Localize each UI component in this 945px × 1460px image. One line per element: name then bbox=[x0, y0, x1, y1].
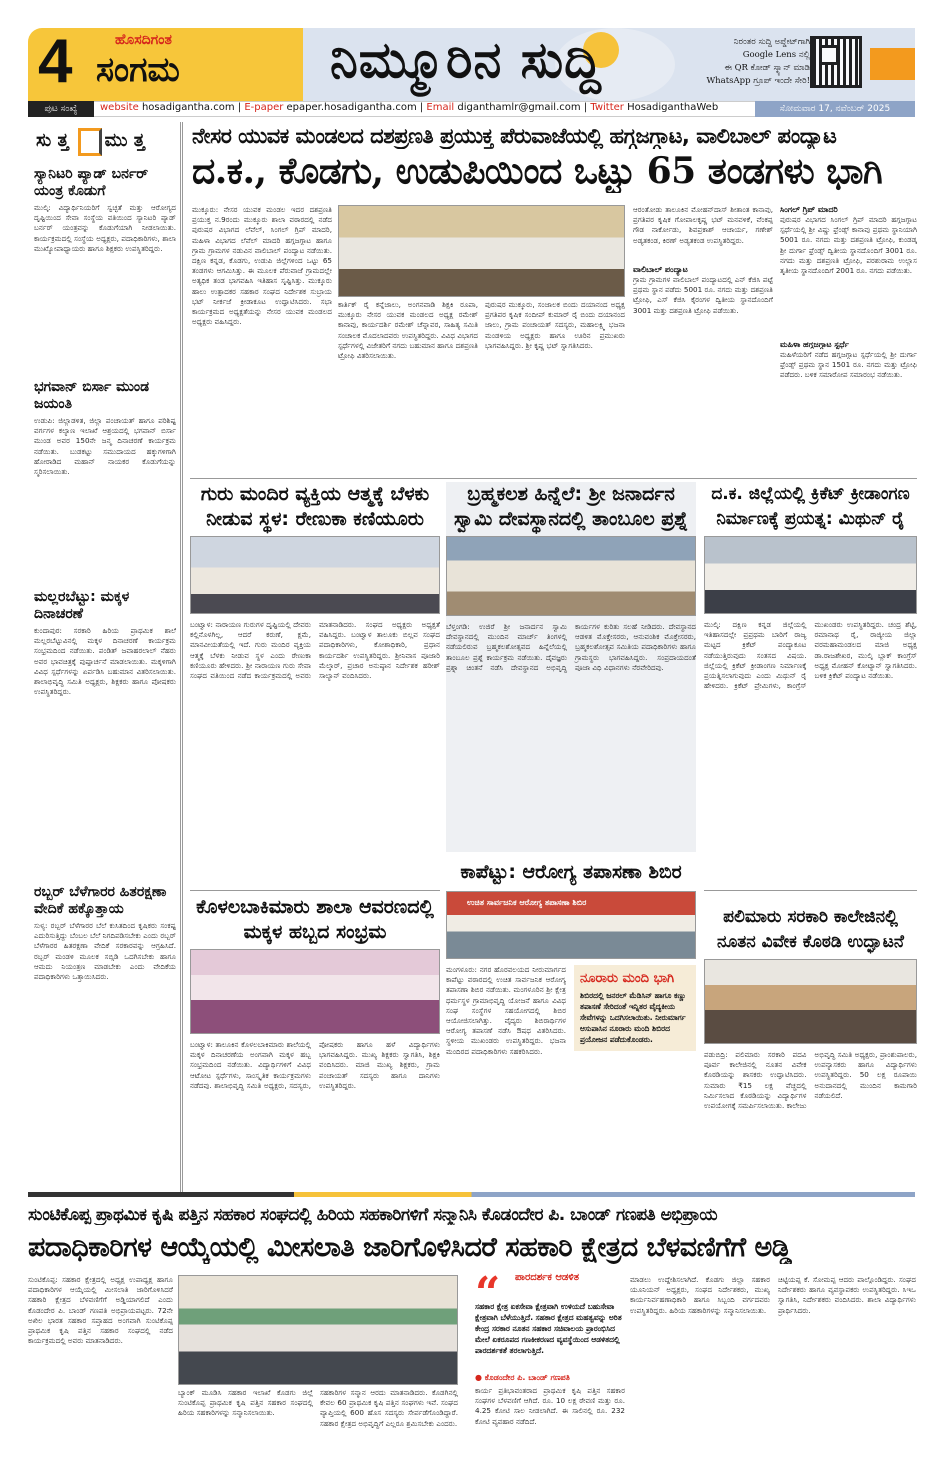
website-link[interactable]: hosadigantha.com bbox=[141, 102, 235, 113]
link-label: Twitter bbox=[590, 102, 624, 113]
story-headline: ರಬ್ಬರ್ ಬೆಳೆಗಾರರ ಹಿತರಕ್ಷಣಾ ವೇದಿಕೆ ಹಕ್ಕೊತ್ತಾಯ bbox=[34, 884, 167, 917]
qr-instructions bbox=[690, 36, 810, 88]
bottom-body: ಚಿಟ್ಟಿಯಪ್ಪ ಕೆ. ಸೋಮಪ್ಪ ಆದರು ಪಾಲ್ಗೊಂಡಿದ್ದರು. ಸಂಘದ ನಿರ್ದೇಶಕರು ಹಾಗೂ ವ್ಯವಸ್ಥಾಪಕರು ಉಪಸ್ಥಿತರಿದ್ದರು. ಸಿಇಒ ಸ್ವಾಗತಿಸಿ, ನಿರ್ದೇಶಕರು ವಂದಿಸಿದರು. ಶಾಲಾ ವಿದ್ಯಾರ್ಥಿಗಳು ಪ್ರಾರ್ಥಿಸಿದರು. bbox=[778, 1275, 916, 1315]
story-headline: ಬ್ರಹ್ಮಕಲಶ ಹಿನ್ನೆಲೆ: ಶ್ರೀ ಜನಾರ್ದನ ಸ್ವಾಮಿ ದೇವಸ್ಥಾನದಲ್ಲಿ ತಾಂಬೂಲ ಪ್ರಶ್ನೆ bbox=[453, 483, 689, 530]
section-title-part: ಮು ತ್ತ bbox=[104, 130, 145, 151]
story-headline: ಸ್ಯಾನಿಟರಿ ಪ್ಯಾಡ್ ಬರ್ನರ್ ಯಂತ್ರ ಕೊಡುಗೆ bbox=[34, 166, 149, 199]
section-divider bbox=[28, 1192, 915, 1197]
story-cricket bbox=[704, 482, 917, 852]
quote-author: ● ಕೊಡಂದೇರ ಪಿ. ಬಾಂಡ್ ಗಣಪತಿ bbox=[475, 1373, 570, 1382]
section-title-part: ಸು ತ್ತ bbox=[36, 130, 69, 151]
story-headline: ಭಗವಾನ್ ಬಿರ್ಸಾ ಮುಂಡ ಜಯಂತಿ bbox=[34, 379, 150, 412]
pull-quote bbox=[475, 1268, 625, 1382]
page-title: ನಿಮ್ಮೂರಿನ ಸುದ್ದಿ bbox=[330, 30, 602, 89]
lead-body: ಮಹಿಳೆಯರಿಗೆ ನಡೆದ ಹಗ್ಗಜಗ್ಗಾಟ ಸ್ಪರ್ಧೆಯಲ್ಲಿ ಶ್ರೀ ದುರ್ಗಾ ಫ್ರೆಂಡ್ಸ್ ಪ್ರಥಮ ಸ್ಥಾನ 1501 ರೂ. ನಗದು ಮತ್ತು ಟ್ರೋಫಿ ಪಡೆದರು. ಬಳಿಕ ಸಮಾರೋಪ ಸಮಾರಂಭ ನಡೆಯಿತು. bbox=[780, 350, 917, 380]
quote-icon: “ bbox=[475, 1268, 501, 1319]
lead-body: ಪುರುಷರ ಮುಕ್ಕೂರು, ಸಂಜಾಲಕ ಬಿಂದು ದಯಾನಂದ ಅಧ್ಯಕ್ಷ ಪ್ರಗತಿಪರ ಕೃಷಿಕ ಸಂದೀಪ್ ಕುಮಾರ್ ರೈ ಬಿಂದು ದಯಾನಂದ ಜಾಲು, ಗ್ರಾಮ ಪಂಚಾಯತ್ ಸದಸ್ಯರು, ಮಹಾಲಕ್ಷ್ಮಿ ಭಜನಾ ಮಂಡಳಿಯ ಅಧ್ಯಕ್ಷರು ಹಾಗೂ ಊರಿನ ಪ್ರಮುಖರು ಭಾಗವಹಿಸಿದ್ದರು. ಶ್ರೀ ಕೃಷ್ಣ ಭಟ್ ಸ್ವಾಗತಿಸಿದರು. bbox=[485, 300, 625, 350]
left-stories bbox=[34, 166, 176, 1166]
photo-caption: ಬ್ಯಾಂಕ್ ಮೂಡಿಸಿ ಸಹಕಾರ ಇಲಾಖೆ ಕೊಡಗು ಜಿಲ್ಲೆ ಸುಂಟಿಕೊಪ್ಪ ಪ್ರಾಥಮಿಕ ಕೃಷಿ ಪತ್ತಿನ ಸಹಕಾರ ಸಂಘದಲ್ಲಿ ಹಿರಿಯ ಸಹಕಾರಿಗಳನ್ನು ಸನ್ಮಾನಿಸಲಾಯಿತು. bbox=[178, 1388, 313, 1418]
quote-text: ಸಹಕಾರ ಕ್ಷೇತ್ರ ಏಕಸೇವಾ ಕ್ಷೇತ್ರವಾಗಿ ಉಳಿಯದೆ ಬಹುಸೇವಾ ಕ್ಷೇತ್ರವಾಗಿ ಬೆಳೆಯುತ್ತಿದೆ. ಸಹಕಾರ ಕ್ಷೇತ್ರದ ಮಹತ್ವವನ್ನು ಅರಿತ ಕೇಂದ್ರ ಸರಕಾರ ನೂತನ ಸಹಕಾರ ಸಚಿವಾಲಯ ಪ್ರಾರಂಭಿಸಿದ ಮೇಲೆ ಏಕರೂಪದ ಗಣಕೀಕರಣದ ವ್ಯವಸ್ಥೆಯಿಂದ ಆಡಳಿತದಲ್ಲಿ ಪಾರದರ್ಶಕತೆ ತರಲಾಗುತ್ತಿದೆ. bbox=[475, 1302, 622, 1355]
page-number: 4 bbox=[38, 27, 73, 96]
story-brahmakalasha bbox=[446, 482, 696, 852]
lead-body: ಕಾರ್ತಿಕ್ ರೈ ಕನ್ನೆಜಾಲು, ಅಂಗನವಾಡಿ ಶಿಕ್ಷಕಿ ರೂಪಾ, ಮುಕ್ಕೂರು ನೇಸರ ಯುವಕ ಮಂಡಲದ ಅಧ್ಯಕ್ಷ ರಮೇಶ್ ಕಾನಾವು, ಕಾರ್ಯದರ್ಶಿ ರಮೇಶ್ ಚೆನ್ನಾವರ, ಸಾಹಿತ್ಯ ಸಮಿತಿ ಸಂಚಾಲಕ ಮೊದಲಾದವರು ಉಪಸ್ಥಿತರಿದ್ದರು. ವಿವಿಧ ವಿಭಾಗದ ಸ್ಪರ್ಧೆಗಳಲ್ಲಿ ವಿಜೇತರಿಗೆ ನಗದು ಬಹುಮಾನ ಹಾಗೂ ದಶಪ್ರಣತಿ ಟ್ರೋಫಿ ವಿತರಿಸಲಾಯಿತು. bbox=[338, 300, 478, 361]
story-body: ಮಂಗಳೂರು: ನಗರ ಹೊರವಲಯದ ನೀರುಮಾರ್ಗದ ಕಾಪೆಟ್ಟು ವಠಾರದಲ್ಲಿ ಉಚಿತ ಸಾರ್ವಜನಿಕ ಆರೋಗ್ಯ ತಪಾಸಣಾ ಶಿಬಿರ ನಡೆಯಿತು. ಮಂಗಳೂರಿನ ಶ್ರೀ ಕ್ಷೇತ್ರ ಧರ್ಮಸ್ಥಳ ಗ್ರಾಮಾಭಿವೃದ್ಧಿ ಯೋಜನೆ ಹಾಗೂ ವಿವಿಧ ಸಂಘ ಸಂಸ್ಥೆಗಳ ಸಹಯೋಗದಲ್ಲಿ ಶಿಬಿರ ಆಯೋಜಿಸಲಾಗಿತ್ತು. ವೈದ್ಯರು ಶಿಬಿರಾರ್ಥಿಗಳ ಆರೋಗ್ಯ ತಪಾಸಣೆ ನಡೆಸಿ ಔಷಧ ವಿತರಿಸಿದರು. ಸ್ಥಳೀಯ ಮುಖಂಡರು ಉಪಸ್ಥಿತರಿದ್ದರು. ಭಜನಾ ಮಂದಿರದ ಪದಾಧಿಕಾರಿಗಳು ಸಹಕರಿಸಿದರು. bbox=[446, 965, 566, 1056]
photo-banner-text: ಉಚಿತ ಸಾರ್ವಜನಿಕ ಆರೋಗ್ಯ ತಪಾಸಣಾ ಶಿಬಿರ bbox=[467, 898, 587, 907]
quote-title: ಪಾರದರ್ಶಕ ಆಡಳಿತ bbox=[515, 1272, 580, 1283]
story-photo bbox=[190, 536, 440, 614]
story-photo bbox=[446, 891, 696, 959]
info-box bbox=[574, 965, 696, 1051]
lead-subhead: ವಾಲಿಬಾಲ್ ಪಂದ್ಯಾಟ bbox=[633, 265, 688, 274]
story-headline: ಕಾಪೆಟ್ಟು: ಆರೋಗ್ಯ ತಪಾಸಣಾ ಶಿಬಿರ bbox=[460, 861, 682, 883]
qr-line: WhatsApp ಗ್ರೂಪ್ ಇಂದೇ ಸೇರಿ! bbox=[706, 76, 810, 86]
story-headline: ಕೊಳಲಬಾಕಿಮಾರು ಶಾಲಾ ಆವರಣದಲ್ಲಿ ಮಕ್ಕಳ ಹಬ್ಬದ ಸಂಭ್ರಮ bbox=[196, 896, 434, 943]
accent-block bbox=[870, 48, 915, 80]
info-box-title: ನೂರಾರು ಮಂದಿ ಭಾಗಿ bbox=[580, 971, 675, 986]
link-label: Email bbox=[426, 102, 455, 113]
lead-column bbox=[780, 205, 917, 473]
story-headline: ಗುರು ಮಂದಿರ ವ್ಯಕ್ತಿಯ ಆತ್ಮಕ್ಕೆ ಬೆಳಕು ನೀಡುವ ಸ್ಥಳ: ರೇಣುಕಾ ಕಣಿಯೂರು bbox=[200, 483, 430, 530]
lead-column bbox=[633, 205, 773, 473]
link-label: E-paper bbox=[244, 102, 284, 113]
link-label: website bbox=[100, 102, 139, 113]
story-kolalabakimaru bbox=[190, 895, 440, 1190]
qr-line: ಈ QR ಕೋಡ್ ಸ್ಕ್ಯಾನ್ ಮಾಡಿ bbox=[724, 63, 810, 73]
story-photo bbox=[704, 959, 917, 1044]
supplement-name: ಸಂಗಮ bbox=[96, 50, 180, 90]
story-body: ಮುಲ್ಕಿ: ವಿದ್ಯಾರ್ಥಿನಿಯರಿಗೆ ಸ್ವಚ್ಛತೆ ಮತ್ತು ಆರೋಗ್ಯದ ದೃಷ್ಟಿಯಿಂದ ಸೇವಾ ಸಂಸ್ಥೆಯ ವತಿಯಿಂದ ಸ್ಯಾನಿಟರಿ ಪ್ಯಾಡ್ ಬರ್ನರ್ ಯಂತ್ರವನ್ನು ಕೊಡುಗೆಯಾಗಿ ನೀಡಲಾಯಿತು. ಕಾರ್ಯಕ್ರಮದಲ್ಲಿ ಸಂಸ್ಥೆಯ ಅಧ್ಯಕ್ಷರು, ಪದಾಧಿಕಾರಿಗಳು, ಶಾಲಾ ಮುಖ್ಯೋಪಾಧ್ಯಾಯರು ಹಾಗೂ ಶಿಕ್ಷಕರು ಉಪಸ್ಥಿತರಿದ್ದರು. bbox=[34, 203, 176, 253]
lead-body: ಗ್ರಾಮ ಗ್ರಾಮಗಳ ವಾಲಿಬಾಲ್ ಪಂದ್ಯಾಟದಲ್ಲಿ ಎನ್ ಕೆಜಿಸಿ ಪಟ್ಟೆ ಪ್ರಥಮ ಸ್ಥಾನ ಪಡೆದು 5001 ರೂ. ನಗದು ಮತ್ತು ದಶಪ್ರಣತಿ ಟ್ರೋಫಿ, ಎಸ್ ಕೆಜಿಸಿ ಕೈರಂಗಳ ದ್ವಿತೀಯ ಸ್ಥಾನದೊಂದಿಗೆ 3001 ಮತ್ತು ದಶಪ್ರಣತಿ ಟ್ರೋಫಿ ಪಡೆಯಿತು. bbox=[633, 275, 773, 315]
story-photo bbox=[446, 536, 696, 616]
divider bbox=[704, 890, 917, 891]
story-body: ಮುಲ್ಕಿ: ದಕ್ಷಿಣ ಕನ್ನಡ ಜಿಲ್ಲೆಯಲ್ಲಿ ಇತಿಹಾಸದಲ್ಲೇ ಪ್ರಪ್ರಥಮ ಬಾರಿಗೆ ರಾಜ್ಯ ಮಟ್ಟದ ಕ್ರಿಕೆಟ್ ಪಂದ್ಯಾಕೂಟ ನಡೆಯುತ್ತಿರುವುದು ಸಂತಸದ ವಿಷಯ. ಜಿಲ್ಲೆಯಲ್ಲಿ ಕ್ರಿಕೆಟ್ ಕ್ರೀಡಾಂಗಣ ನಿರ್ಮಾಣಕ್ಕೆ ಪ್ರಯತ್ನಿಸಲಾಗುವುದು ಎಂದು ಮಿಥುನ್ ರೈ ಹೇಳಿದರು. ಕ್ರಿಕೆಟ್ ಪ್ರೇಮಿಗಳು, ಕಾಂಗ್ರೆಸ್ ಮುಖಂಡರು ಉಪಸ್ಥಿತರಿದ್ದರು. ಚಂದ್ರ ಶೆಟ್ಟಿ, ರಮಾನಾಥ ರೈ, ರಾಜ್ಯೀಯ ಜಿಲ್ಲಾ ವರಮಹಾಮಂಡಲದ ಮಾಜಿ ಅಧ್ಯಕ್ಷ ಡಾ.ರಾಜಶೇಖರ, ಮುಲ್ಕಿ ಬ್ಲಾಕ್ ಕಾಂಗ್ರೆಸ್ ಅಧ್ಯಕ್ಷ ಮೋಹನ್ ಕೋಟ್ಯಾನ್ ಸ್ವಾಗತಿಸಿದರು. ಬಳಿಕ ಕ್ರಿಕೆಟ್ ಪಂದ್ಯಾಟ ನಡೆಯಿತು. bbox=[704, 620, 917, 691]
story-headline: ಪಲಿಮಾರು ಸರಕಾರಿ ಕಾಲೇಜಿನಲ್ಲಿ ನೂತನ ವಿವೇಕ ಕೊಠಡಿ ಉದ್ಘಾಟನೆ bbox=[717, 907, 904, 952]
lead-headline: ದ.ಕ., ಕೊಡಗು, ಉಡುಪಿಯಿಂದ ಒಟ್ಟು 65 ತಂಡಗಳು ಭಾಗಿ bbox=[192, 150, 883, 192]
story-headline: ಮಲ್ಲರಬೆಟ್ಟು: ಮಕ್ಕಳ ದಿನಾಚರಣೆ bbox=[34, 589, 130, 622]
page-label: ಪುಟ ಸಂಖ್ಯೆ bbox=[28, 101, 94, 117]
story-palimaru bbox=[704, 905, 917, 1190]
bottom-body: ಮಾಡಲು ಉದ್ದೇಶಿಸಲಾಗಿದೆ. ಕೊಡಗು ಜಿಲ್ಲಾ ಸಹಕಾರ ಯೂನಿಯನ್ ಅಧ್ಯಕ್ಷರು, ಸಂಘದ ನಿರ್ದೇಶಕರು, ಮುಖ್ಯ ಕಾರ್ಯನಿರ್ವಹಣಾಧಿಕಾರಿ ಹಾಗೂ ಸಿಬ್ಬಂದಿ ವರ್ಗದವರು ಉಪಸ್ಥಿತರಿದ್ದರು. ಹಿರಿಯ ಸಹಕಾರಿಗಳನ್ನು ಸನ್ಮಾನಿಸಲಾಯಿತು. bbox=[630, 1275, 770, 1315]
story-body: ಬಂಟ್ವಾಳ: ನಾರಾಯಣ ಗುರುಗಳ ದೃಷ್ಟಿಯಲ್ಲಿ ದೇವರು ಕಲ್ಲಿನೊಳಗಿಲ್ಲ, ಆದರೆ ಕರುಣೆ, ಕ್ಷಮೆ, ಮಾನವೀಯತೆಯಲ್ಲಿ ಇದೆ. ಗುರು ಮಂದಿರ ವ್ಯಕ್ತಿಯ ಆತ್ಮಕ್ಕೆ ಬೆಳಕು ನೀಡುವ ಸ್ಥಳ ಎಂದು ರೇಣುಕಾ ಕಣಿಯೂರು ಹೇಳಿದರು. ಶ್ರೀ ನಾರಾಯಣ ಗುರು ಸೇವಾ ಸಂಘದ ವತಿಯಿಂದ ನಡೆದ ಕಾರ್ಯಕ್ರಮದಲ್ಲಿ ಅವರು ಮಾತನಾಡಿದರು. ಸಂಘದ ಅಧ್ಯಕ್ಷರು ಅಧ್ಯಕ್ಷತೆ ವಹಿಸಿದ್ದರು. ಬಂಟ್ವಾಳ ತಾಲೂಕು ಬಿಲ್ಲವ ಸಂಘದ ಪದಾಧಿಕಾರಿಗಳು, ಕೋಶಾಧಿಕಾರಿ, ಪ್ರಧಾನ ಕಾರ್ಯದರ್ಶಿ ಉಪಸ್ಥಿತರಿದ್ದರು. ಶ್ರೀನಿವಾಸ ಪೂಜಾರಿ ಮೆಲ್ಕಾರ್, ಪ್ರಚಾರ ಅನುಷ್ಠಾನ ನಿರ್ದೇಶಕ ಹರೀಶ್ ಸಾಲ್ಯಾನ್ ವಂದಿಸಿದರು. bbox=[190, 620, 440, 681]
story-headline: ದ.ಕ. ಜಿಲ್ಲೆಯಲ್ಲಿ ಕ್ರಿಕೆಟ್ ಕ್ರೀಡಾಂಗಣ ನಿರ್ಮಾಣಕ್ಕೆ ಪ್ರಯತ್ನ: ಮಿಥುನ್ ರೈ bbox=[711, 484, 910, 529]
epaper-link[interactable]: epaper.hosadigantha.com bbox=[286, 102, 417, 113]
bottom-body: ಕಾರ್ಯ ಪ್ರತಿಭಾವಂತರಾದ ಪ್ರಾಥಮಿಕ ಕೃಷಿ ಪತ್ತಿನ ಸಹಕಾರ ಸಂಘಗಳ ಬೆಳವಣಿಗೆ ಆಗಿದೆ. ರೂ. 10 ಲಕ್ಷ ಠೇವಣಿ ಮತ್ತು ರೂ. 4.25 ಕೋಟಿ ಸಾಲ ನೀಡಲಾಗಿದೆ. ಈ ಸಾಲಿನಲ್ಲಿ ರೂ. 232 ಕೋಟಿ ವ್ಯವಹಾರ ನಡೆದಿದೆ. bbox=[475, 1386, 625, 1426]
story-kapettu bbox=[446, 860, 696, 1190]
door-icon bbox=[78, 128, 102, 156]
qr-code-icon[interactable] bbox=[810, 36, 862, 88]
lead-body: ಪುರುಷರ ವಿಭಾಗದ ಸಿಂಗಲ್ ಗ್ರಿಪ್ ಮಾದರಿ ಹಗ್ಗಜಗ್ಗಾಟ ಸ್ಪರ್ಧೆಯಲ್ಲಿ ಶ್ರೀ ವಿಷ್ಣು ಫ್ರೆಂಡ್ಸ್ ಕಾನಾವು ಪ್ರಥಮ ಸ್ಥಾನಿಯಾಗಿ 5001 ರೂ. ನಗದು ಮತ್ತು ದಶಪ್ರಣತಿ ಟ್ರೋಫಿ, ಕುಂಡಡ್ಕ ಶ್ರೀ ದುರ್ಗಾ ಫ್ರೆಂಡ್ಸ್ ದ್ವಿತೀಯ ಸ್ಥಾನದೊಂದಿಗೆ 3001 ರೂ. ನಗದು ಮತ್ತು ದಶಪ್ರಣತಿ ಟ್ರೋಫಿ, ಪರಶುರಾಮ ಉಲ್ಲಾಸ ತೃತೀಯ ಸ್ಥಾನದೊಂದಿಗೆ 2001 ರೂ. ನಗದು ಪಡೆಯಿತು. bbox=[780, 215, 917, 276]
bottom-headline: ಪದಾಧಿಕಾರಿಗಳ ಆಯ್ಕೆಯಲ್ಲಿ ಮೀಸಲಾತಿ ಜಾರಿಗೊಳಿಸಿದರೆ ಸಹಕಾರಿ ಕ್ಷೇತ್ರದ ಬೆಳವಣಿಗೆಗೆ ಅಡ್ಡಿ bbox=[28, 1232, 792, 1263]
publisher-logo: ಹೊಸದಿಗಂತ bbox=[115, 32, 172, 48]
story-photo bbox=[704, 536, 917, 614]
bottom-body: ಸುಂಟಿಕೊಪ್ಪ: ಸಹಕಾರ ಕ್ಷೇತ್ರದಲ್ಲಿ ಅಧ್ಯಕ್ಷ ಉಪಾಧ್ಯಕ್ಷ ಹಾಗೂ ಪದಾಧಿಕಾರಿಗಳ ಆಯ್ಕೆಯಲ್ಲಿ ಮೀಸಲಾತಿ ಜಾರಿಗೊಳಿಸಿದರೆ ಸಹಕಾರಿ ಕ್ಷೇತ್ರದ ಬೆಳವಣಿಗೆಗೆ ಅಡ್ಡಿಯಾಗಲಿದೆ ಎಂದು ಕೊಡಂದೇರ ಪಿ. ಬಾಂಡ್ ಗಣಪತಿ ಅಭಿಪ್ರಾಯಪಟ್ಟರು. 72ನೇ ಅಖಿಲ ಭಾರತ ಸಹಕಾರ ಸಪ್ತಾಹದ ಅಂಗವಾಗಿ ಸುಂಟಿಕೊಪ್ಪ ಪ್ರಾಥಮಿಕ ಕೃಷಿ ಪತ್ತಿನ ಸಹಕಾರ ಸಂಘದಲ್ಲಿ ನಡೆದ ಕಾರ್ಯಕ್ರಮದಲ್ಲಿ ಅವರು ಮಾತನಾಡಿದರು. bbox=[28, 1275, 173, 1346]
contact-links: website hosadigantha.com | E-paper epaper.hosadigantha.com | Email diganthamlr@gmail.com | Twitter HosadiganthaWeb bbox=[100, 102, 719, 113]
story-body: ಉಡುಪಿ: ಜಿಲ್ಲಾಡಳಿತ, ಜಿಲ್ಲಾ ಪಂಚಾಯತ್ ಹಾಗೂ ಪರಿಶಿಷ್ಟ ವರ್ಗಗಳ ಕಲ್ಯಾಣ ಇಲಾಖೆ ಆಶ್ರಯದಲ್ಲಿ ಭಗವಾನ್ ಬಿರ್ಸಾ ಮುಂಡ ಅವರ 150ನೇ ಜನ್ಮ ದಿನಾಚರಣೆ ಕಾರ್ಯಕ್ರಮ ನಡೆಯಿತು. ಬುಡಕಟ್ಟು ಸಮುದಾಯದ ಹಕ್ಕುಗಳಿಗಾಗಿ ಹೋರಾಡಿದ ಮಹಾನ್ ನಾಯಕರ ಕೊಡುಗೆಯನ್ನು ಸ್ಮರಿಸಲಾಯಿತು. bbox=[34, 416, 176, 477]
lead-body: ಆರಂತೋಡು ತಾಲೂಕಿನ ಮೋಹನ್‌ದಾಸ್ ಶೀತಾಂತ ಕಾನಾವು, ಪ್ರಗತಿಪರ ಕೃಷಿಕ ಗೋಪಾಲಕೃಷ್ಣ ಭಟ್ ಮನವಳಿಕೆ, ವೆಂಕಪ್ಪ ಗೌಡ ನಾರ್ಕೋಡು, ಶಿವಪ್ರಕಾಶ್ ಆಚಾರ್ಯ, ಗಣೇಶ್ ಅಡ್ಯತಕಂಡ, ಕಿರಣ್ ಅಡ್ಯತಕಂಡ ಉಪಸ್ಥಿತರಿದ್ದರು. bbox=[633, 205, 773, 245]
lead-subhead: ಮಹಿಳಾ ಹಗ್ಗಜಗ್ಗಾಟ ಸ್ಪರ್ಧೆ bbox=[780, 340, 849, 349]
qr-line: Google Lens ನಲ್ಲಿ bbox=[742, 50, 810, 60]
bottom-kicker: ಸುಂಟಿಕೊಪ್ಪ ಪ್ರಾಥಮಿಕ ಕೃಷಿ ಪತ್ತಿನ ಸಹಕಾರ ಸಂಘದಲ್ಲಿ ಹಿರಿಯ ಸಹಕಾರಿಗಳಿಗೆ ಸನ್ಮಾನಿಸಿ ಕೊಡಂದೇರ ಪಿ. ಬಾಂಡ್ ಗಣಪತಿ ಅಭಿಪ್ರಾಯ bbox=[28, 1205, 718, 1225]
story-body: ಬೆಳ್ತಂಗಡಿ: ಉಜಿರೆ ಶ್ರೀ ಜನಾರ್ದನ ಸ್ವಾಮಿ ದೇವಸ್ಥಾನದಲ್ಲಿ ಮುಂದಿನ ಮಾರ್ಚ್ ತಿಂಗಳಲ್ಲಿ ನಡೆಯಲಿರುವ ಬ್ರಹ್ಮಕಲಶೋತ್ಸವದ ಹಿನ್ನೆಲೆಯಲ್ಲಿ ತಾಂಬೂಲ ಪ್ರಶ್ನೆ ಕಾರ್ಯಕ್ರಮ ನಡೆಯಿತು. ದೈವಜ್ಞರು ಪ್ರಶ್ನಾ ಚಿಂತನೆ ನಡೆಸಿ ದೇವಸ್ಥಾನದ ಅಭಿವೃದ್ಧಿ ಕಾರ್ಯಗಳ ಕುರಿತು ಸಲಹೆ ನೀಡಿದರು. ದೇವಸ್ಥಾನದ ಆಡಳಿತ ಮೊಕ್ತೇಸರರು, ಆನುವಂಶಿಕ ಮೊಕ್ತೇಸರರು, ಬ್ರಹ್ಮಕಲಶೋತ್ಸವ ಸಮಿತಿಯ ಪದಾಧಿಕಾರಿಗಳು ಹಾಗೂ ಗ್ರಾಮಸ್ಥರು ಭಾಗವಹಿಸಿದ್ದರು. ಸಂಪ್ರದಾಯದಂತೆ ಪೂಜಾ ವಿಧಿ ವಿಧಾನಗಳು ನೆರವೇರಿದವು. bbox=[446, 622, 696, 672]
bottom-body: ಸಹಕಾರಿಗಳ ಸನ್ಮಾನ ಆರದು ಮಾತನಾಡಿದರು. ಕೊಡಗಿನಲ್ಲಿ ಕೇವಲ 60 ಪ್ರಾಥಮಿಕ ಕೃಷಿ ಪತ್ತಿನ ಸಂಘಗಳು ಇವೆ. ಸಂಘದ ವ್ಯಾಪ್ತಿಯಲ್ಲಿ 600 ಹೊಸ ಸದಸ್ಯರು ಸೇರ್ಪಡೆಗೊಂಡಿದ್ದಾರೆ. ಸಹಕಾರ ಕ್ಷೇತ್ರದ ಅಭಿವೃದ್ಧಿಗೆ ಎಲ್ಲರೂ ಶ್ರಮಿಸಬೇಕು ಎಂದರು. bbox=[320, 1388, 458, 1428]
story-body: ಕುಂದಾಪುರ: ಸರಕಾರಿ ಹಿರಿಯ ಪ್ರಾಥಮಿಕ ಶಾಲೆ ಮಲ್ಲರಬೆಟ್ಟುವಿನಲ್ಲಿ ಮಕ್ಕಳ ದಿನಾಚರಣೆ ಕಾರ್ಯಕ್ರಮ ಸಂಭ್ರಮದಿಂದ ನಡೆಯಿತು. ಪಂಡಿತ್ ಜವಾಹರಲಾಲ್ ನೆಹರು ಅವರ ಭಾವಚಿತ್ರಕ್ಕೆ ಪುಷ್ಪಾರ್ಚನೆ ಮಾಡಲಾಯಿತು. ಮಕ್ಕಳಿಗಾಗಿ ವಿವಿಧ ಸ್ಪರ್ಧೆಗಳನ್ನು ಏರ್ಪಡಿಸಿ ಬಹುಮಾನ ವಿತರಿಸಲಾಯಿತು. ಶಾಲಾಭಿವೃದ್ಧಿ ಸಮಿತಿ ಅಧ್ಯಕ್ಷರು, ಶಿಕ್ಷಕರು ಹಾಗೂ ಪೋಷಕರು ಉಪಸ್ಥಿತರಿದ್ದರು. bbox=[34, 626, 176, 697]
lead-photo bbox=[338, 205, 625, 297]
story-photo bbox=[190, 949, 440, 1034]
quote-author-name: ಕೊಡಂದೇರ ಪಿ. ಬಾಂಡ್ ಗಣಪತಿ bbox=[484, 1373, 570, 1382]
info-box-text: ಶಿಬಿರದಲ್ಲಿ ಜನರಲ್ ಮೆಡಿಸಿನ್ ಹಾಗೂ ಕಣ್ಣು ತಪಾಸಣೆ ಸೇರಿದಂತೆ ಇನ್ನಿತರ ವೈದ್ಯಕೀಯ ಸೇವೆಗಳನ್ನು ಒದಗಿಸಲಾಯಿತು. ನೀರುಮಾರ್ಗ ಆಸುಪಾಸಿನ ನೂರಾರು ಮಂದಿ ಶಿಬಿರದ ಪ್ರಯೋಜನ ಪಡೆದುಕೊಂಡರು. bbox=[580, 991, 687, 1044]
divider bbox=[190, 890, 440, 891]
qr-line: ನಿರಂತರ ಸುದ್ದಿ ಅಪ್ಡೇಟ್‌ಗಾಗಿ bbox=[733, 37, 810, 47]
issue-date: ಸೋಮವಾರ 17, ನವೆಂಬರ್ 2025 bbox=[755, 101, 915, 117]
email-link[interactable]: diganthamlr@gmail.com bbox=[457, 102, 581, 113]
story-body: ಬಂಟ್ವಾಳ: ತಾಲೂಕಿನ ಕೊಳಲಬಾಕಿಮಾರು ಶಾಲೆಯಲ್ಲಿ ಮಕ್ಕಳ ದಿನಾಚರಣೆಯ ಅಂಗವಾಗಿ ಮಕ್ಕಳ ಹಬ್ಬ ಸಂಭ್ರಮದಿಂದ ನಡೆಯಿತು. ವಿದ್ಯಾರ್ಥಿಗಳಿಗೆ ವಿವಿಧ ಆಟೋಟ ಸ್ಪರ್ಧೆಗಳು, ಸಾಂಸ್ಕೃತಿಕ ಕಾರ್ಯಕ್ರಮಗಳು ನಡೆದವು. ಶಾಲಾಭಿವೃದ್ಧಿ ಸಮಿತಿ ಅಧ್ಯಕ್ಷರು, ಸದಸ್ಯರು, ಪೋಷಕರು ಹಾಗೂ ಹಳೆ ವಿದ್ಯಾರ್ಥಿಗಳು ಭಾಗವಹಿಸಿದ್ದರು. ಮುಖ್ಯ ಶಿಕ್ಷಕರು ಸ್ವಾಗತಿಸಿ, ಶಿಕ್ಷಕಿ ವಂದಿಸಿದರು. ಮಾಜಿ ಮುಖ್ಯ ಶಿಕ್ಷಕರು, ಗ್ರಾಮ ಪಂಚಾಯತ್ ಸದಸ್ಯರು ಹಾಗೂ ದಾನಿಗಳು ಉಪಸ್ಥಿತರಿದ್ದರು. bbox=[190, 1040, 440, 1090]
twitter-link[interactable]: HosadiganthaWeb bbox=[627, 102, 719, 113]
divider bbox=[190, 478, 917, 479]
bottom-photo bbox=[178, 1275, 458, 1385]
story-body: ಸುಳ್ಯ: ರಬ್ಬರ್ ಬೆಳೆಗಾರರ ಬೆಲೆ ಕುಸಿತದಿಂದ ಕೃಷಿಕರು ಸಂಕಷ್ಟ ಎದುರಿಸುತ್ತಿದ್ದು ಬೆಂಬಲ ಬೆಲೆ ನಿಗದಿಪಡಿಸಬೇಕು ಎಂದು ರಬ್ಬರ್ ಬೆಳೆಗಾರರ ಹಿತರಕ್ಷಣಾ ವೇದಿಕೆ ಸರಕಾರವನ್ನು ಆಗ್ರಹಿಸಿದೆ. ರಬ್ಬರ್ ಮಂಡಳಿ ಮೂಲಕ ಸಬ್ಸಿಡಿ ಒದಗಿಸಬೇಕು ಹಾಗೂ ಆಮದು ನಿಯಂತ್ರಣ ಮಾಡಬೇಕು ಎಂದು ವೇದಿಕೆಯ ಪದಾಧಿಕಾರಿಗಳು ಒತ್ತಾಯಿಸಿದರು. bbox=[34, 921, 176, 982]
lead-subhead: ಸಿಂಗಲ್ ಗ್ರಿಪ್ ಮಾದರಿ bbox=[780, 205, 838, 214]
story-guru-mandira bbox=[190, 482, 440, 852]
story-body: ಪಡುಬಿದ್ರಿ: ಪಲಿಮಾರು ಸರಕಾರಿ ಪದವಿ ಪೂರ್ವ ಕಾಲೇಜಿನಲ್ಲಿ ನೂತನ ವಿವೇಕ ಕೊಠಡಿಯನ್ನು ಶಾಸಕರು ಉದ್ಘಾಟಿಸಿದರು. ಸುಮಾರು ₹15 ಲಕ್ಷ ವೆಚ್ಚದಲ್ಲಿ ನಿರ್ಮಿಸಲಾದ ಕೊಠಡಿಯನ್ನು ವಿದ್ಯಾರ್ಥಿಗಳ ಉಪಯೋಗಕ್ಕೆ ಸಮರ್ಪಿಸಲಾಯಿತು. ಕಾಲೇಜು ಅಭಿವೃದ್ಧಿ ಸಮಿತಿ ಅಧ್ಯಕ್ಷರು, ಪ್ರಾಂಶುಪಾಲರು, ಉಪನ್ಯಾಸಕರು ಹಾಗೂ ವಿದ್ಯಾರ್ಥಿಗಳು ಉಪಸ್ಥಿತರಿದ್ದರು. 50 ಲಕ್ಷ ರೂಪಾಯಿ ಅನುದಾನದಲ್ಲಿ ಮುಂದಿನ ಕಾಮಗಾರಿ ನಡೆಯಲಿದೆ. bbox=[704, 1050, 917, 1111]
lead-body: ಮುಕ್ಕೂರು: ನೇಸರ ಯುವಕ ಮಂಡಲ ಇದರ ದಶಪ್ರಣತಿ ಪ್ರಯುಕ್ತ ನ.9ರಂದು ಮುಕ್ಕೂರು ಶಾಲಾ ವಠಾರದಲ್ಲಿ ನಡೆದ ಪುರುಷರ ವಿಭಾಗದ ಲೆವೆಲ್, ಸಿಂಗಲ್ ಗ್ರಿಪ್ ಮಾದರಿ, ಮಹಿಳಾ ವಿಭಾಗದ ಲೆವೆಲ್ ಮಾದರಿ ಹಗ್ಗಜಗ್ಗಾಟ ಹಾಗೂ ಗ್ರಾಮ ಗ್ರಾಮಗಳ ನಡುವಿನ ವಾಲಿಬಾಲ್ ಪಂದ್ಯಾಟ ನಡೆಯಿತು. ದಕ್ಷಿಣ ಕನ್ನಡ, ಕೊಡಗು, ಉಡುಪಿ ಜಿಲ್ಲೆಗಳಿಂದ ಒಟ್ಟು 65 ತಂಡಗಳು ಆಗಮಿಸಿತ್ತು. ಈ ಮೂಲಕ ಪೆರುವಾಜೆ ಗ್ರಾಮದಲ್ಲೇ ಅತ್ಯಧಿಕ ತಂಡ ಭಾಗವಹಿಸಿ ಇತಿಹಾಸ ಸೃಷ್ಟಿಸಿತ್ತು. ಮುಕ್ಕೂರು ಹಾಲು ಉತ್ಪಾದಕರ ಸಹಕಾರ ಸಂಘದ ನಿರ್ದೇಶಕ ಸುಬ್ರಾಯ ಭಟ್ ನೀರ್ಕಜೆ ಕ್ರೀಡಾಕೂಟ ಉದ್ಘಾಟಿಸಿದರು. ಸಭಾ ಕಾರ್ಯಕ್ರಮದ ಅಧ್ಯಕ್ಷತೆಯನ್ನು ನೇಸರ ಯುವಕ ಮಂಡಲದ ಅಧ್ಯಕ್ಷರು ವಹಿಸಿದ್ದರು. bbox=[192, 205, 332, 327]
lead-kicker: ನೇಸರ ಯುವಕ ಮಂಡಲದ ದಶಪ್ರಣತಿ ಪ್ರಯುಕ್ತ ಪೆರುವಾಜೆಯಲ್ಲಿ ಹಗ್ಗಜಗ್ಗಾಟ, ವಾಲಿಬಾಲ್ ಪಂದ್ಯಾಟ bbox=[192, 124, 837, 148]
